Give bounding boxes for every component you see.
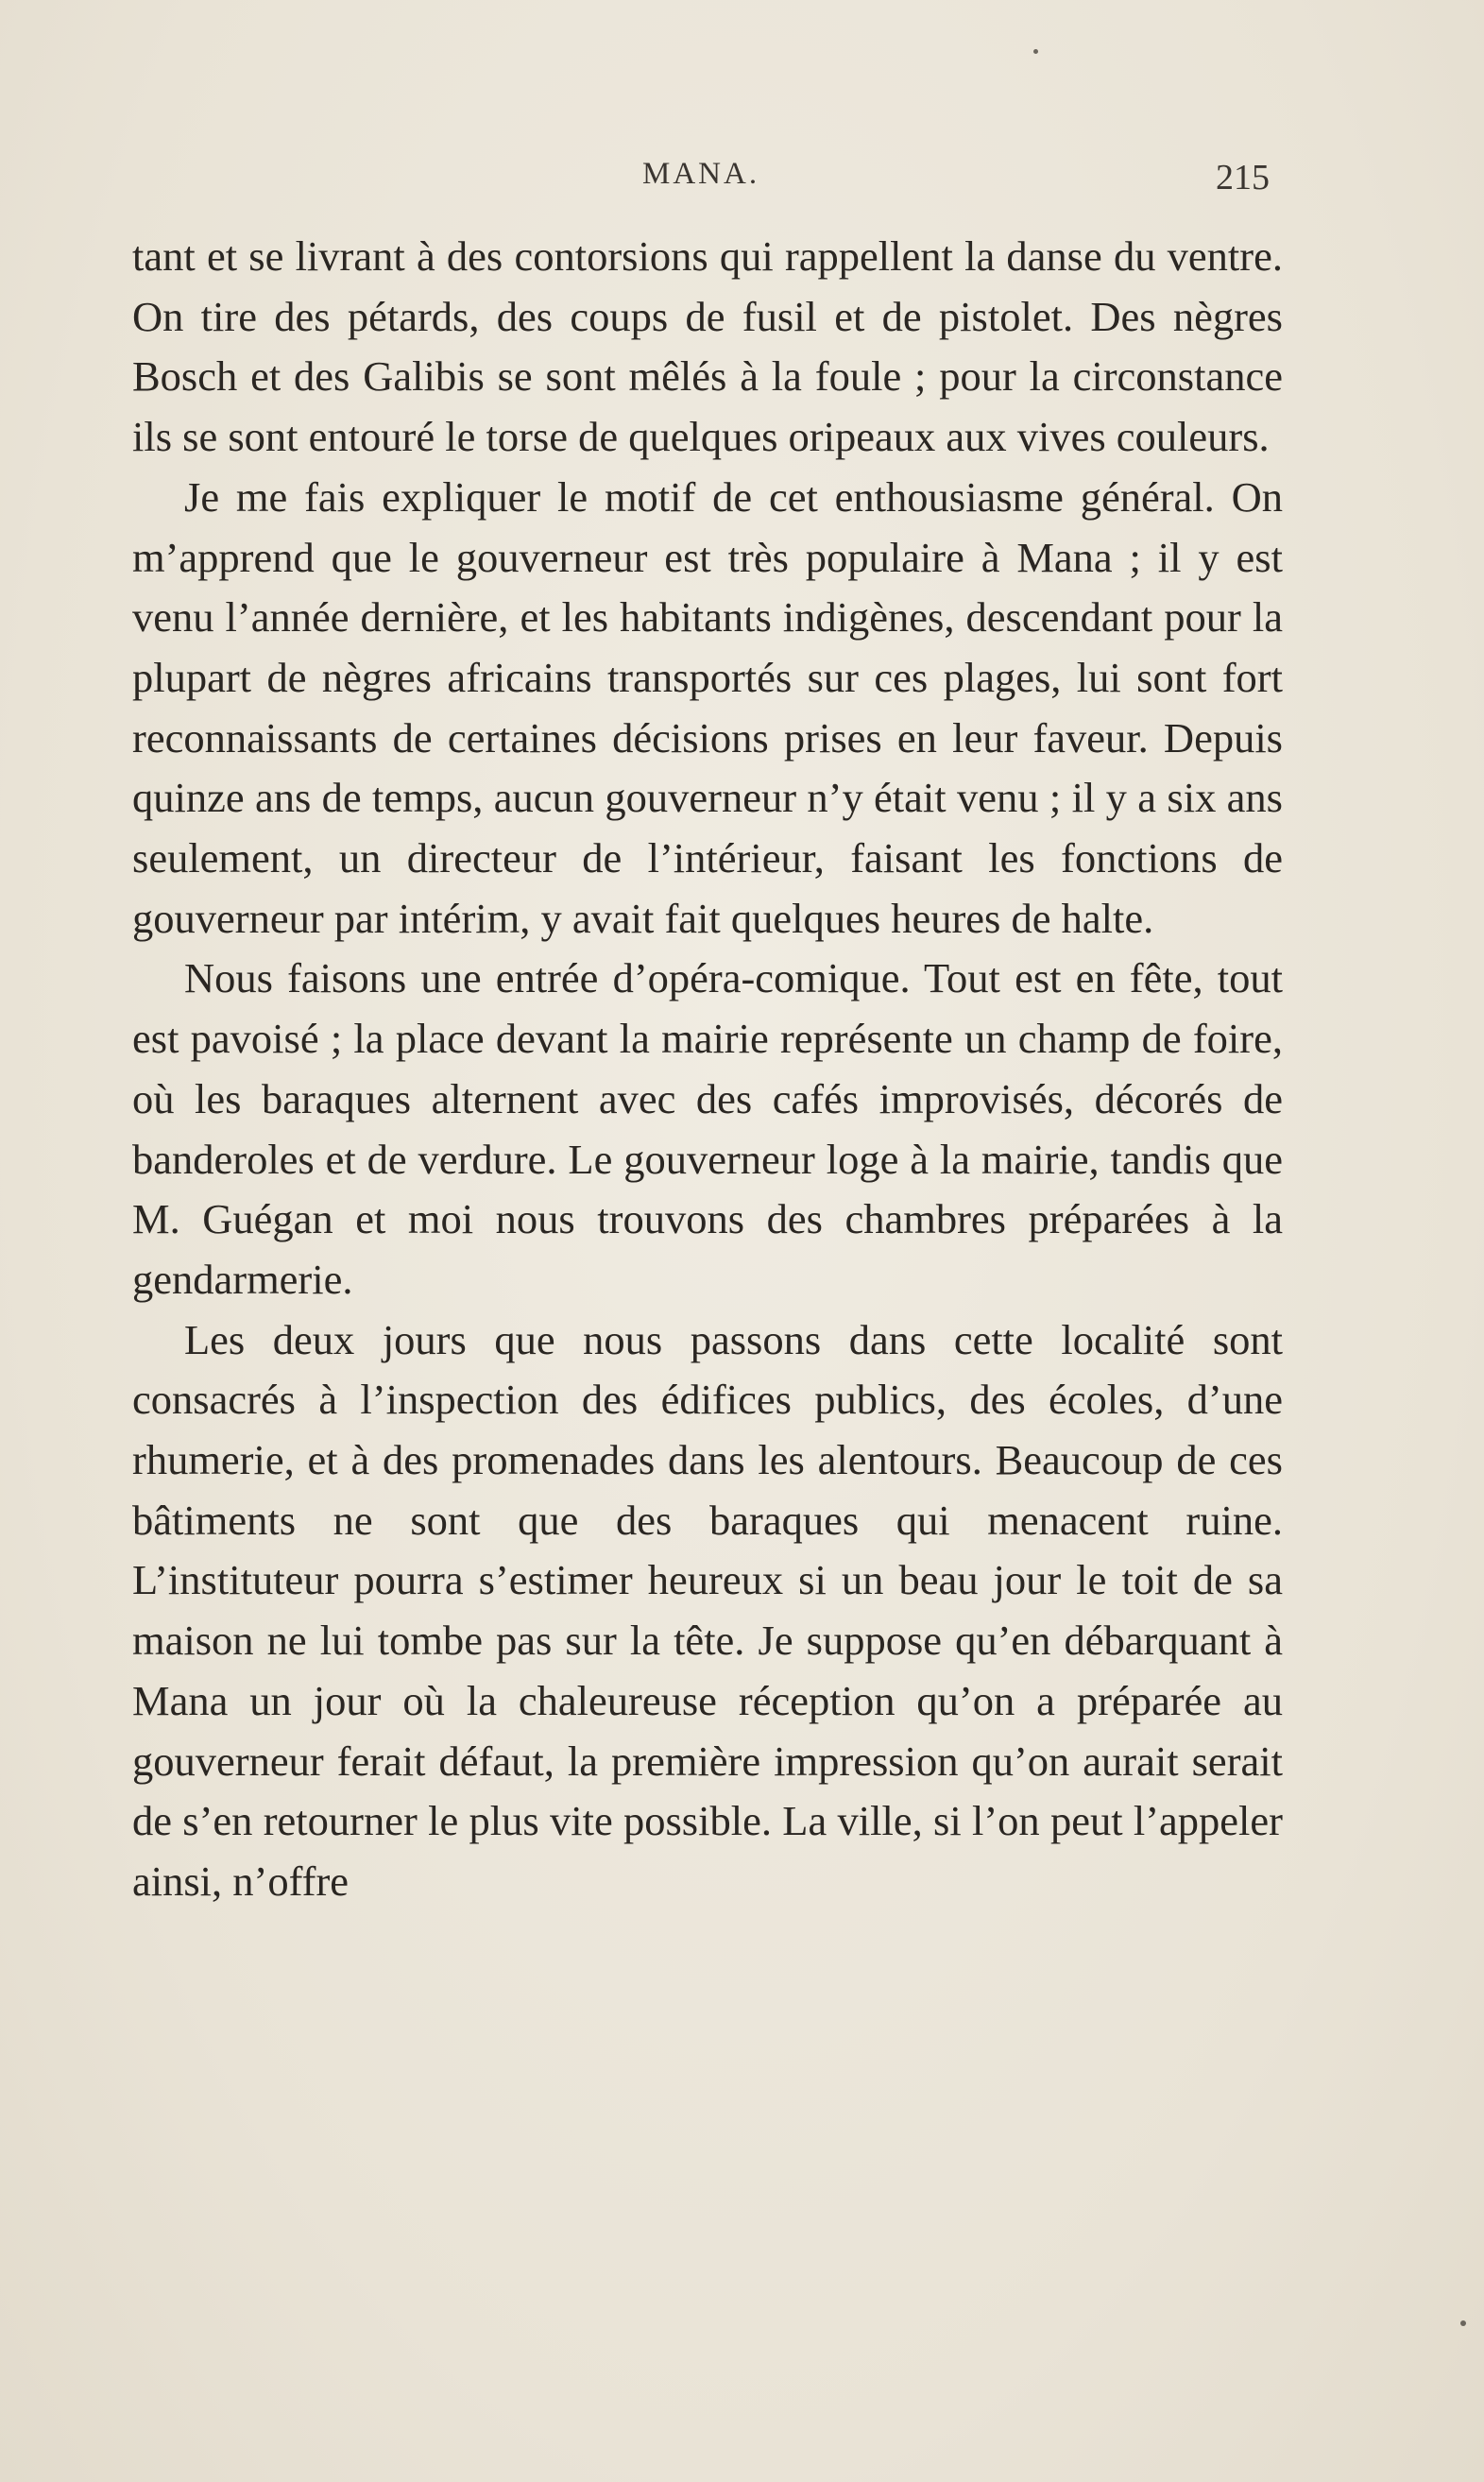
paragraph-2: Je me fais expliquer le motif de cet enthousiasme général. On m’apprend que le gouverneur est très populaire à Mana ; il y est venu l’année dernière, et les habitants indigènes, descendant pour la plupart de nègres africains transportés sur ces plages, lui sont fort reconnaissants de certaines décisions prises en leur faveur. Depuis quinze ans de temps, aucun gouverneur n’y était venu ; il y a six ans seulement, un directeur de l’intérieur, faisant les fonctions de gouverneur par intérim, y avait fait quelques heures de halte.	[132, 472, 1283, 942]
running-title: MANA.	[642, 157, 760, 191]
paragraph-4: Les deux jours que nous passons dans cette localité sont consacrés à l’inspection des édifices publics, des écoles, d’une rhumerie, et à des promenades dans les alentours. Beaucoup de ces bâtiments ne sont que des baraques qui menacent ruine. L’instituteur pourra s’estimer heureux si un beau jour le toit de sa maison ne lui tombe pas sur la tête. Je suppose qu’en débarquant à Mana un jour où la chaleureuse réception qu’on a préparée au gouverneur ferait défaut, la première impression qu’on aurait serait de s’en retourner le plus vite possible. La ville, si l’on peut l’appeler ainsi, n’offre	[132, 1315, 1283, 1905]
paper-speck	[1460, 2320, 1466, 2326]
page-number: 215	[1216, 158, 1270, 197]
paragraph-3: Nous faisons une entrée d’opéra-comique. Tout est en fête, tout est pavoisé ; la place devant la mairie représente un champ de foire, où les baraques alternent avec des cafés improvisés, décorés de banderoles et de verdure. Le gouverneur loge à la mairie, tandis que M. Guégan et moi nous trouvons des chambres préparées à la gendarmerie.	[132, 954, 1283, 1303]
paper-speck	[1033, 49, 1038, 54]
paragraph-1: tant et se livrant à des contorsions qui rappellent la danse du ventre. On tire des pétards, des coups de fusil et de pistolet. Des nègres Bosch et des Galibis se sont mêlés à la foule ; pour la circonstance ils se sont entouré le torse de quelques oripeaux aux vives couleurs.	[132, 232, 1283, 461]
running-head	[132, 157, 1285, 204]
body-text	[132, 227, 1283, 1912]
